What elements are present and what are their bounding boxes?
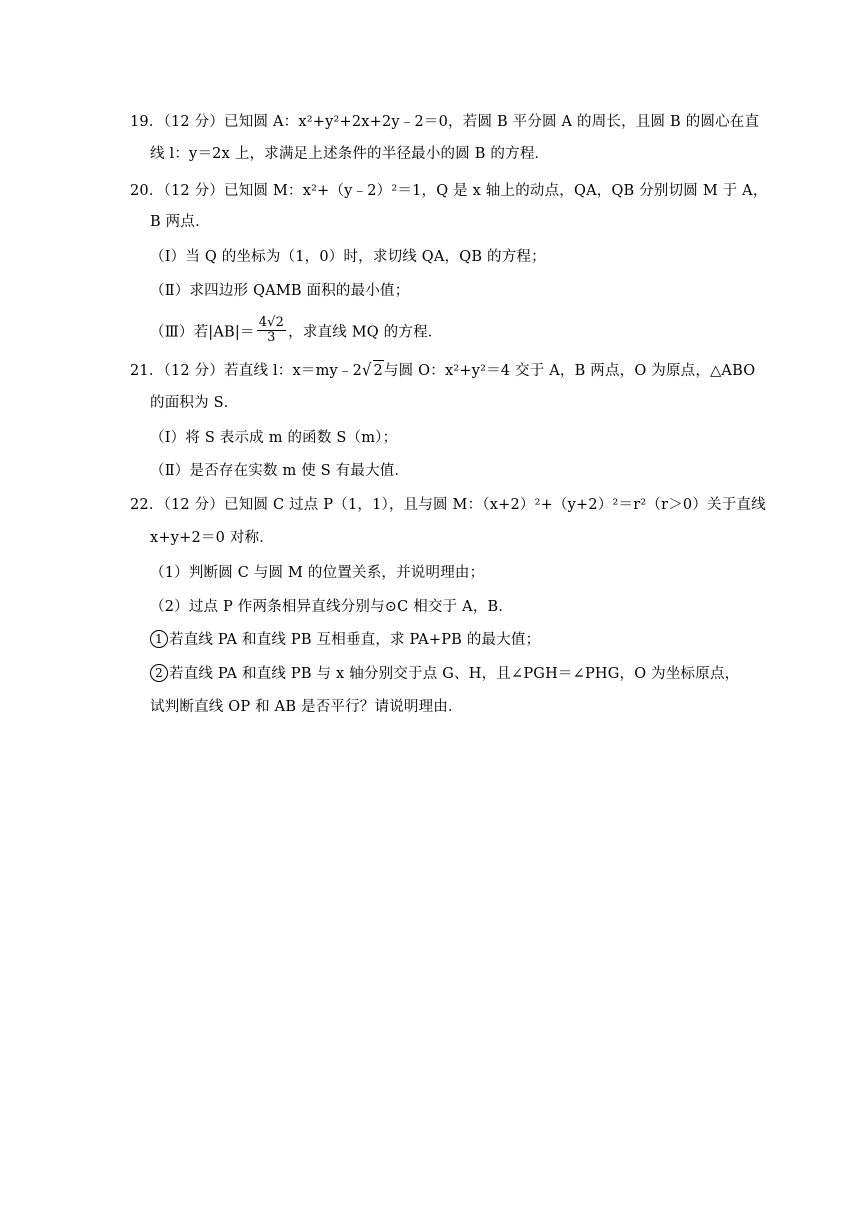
sqrt-radicand: 2	[373, 360, 384, 381]
problem-20-line-2: B 两点．	[150, 214, 210, 230]
problem-22-part-1: （1）判断圆 C 与圆 M 的位置关系，并说明理由；	[150, 565, 485, 581]
problem-22-line-1: 22．（12 分）已知圆 C 过点 P（1，1），且与圆 M：（x+2）²+（y+2）²＝r²（r＞0）关于直线	[130, 497, 766, 513]
problem-22-sub-1	[150, 630, 540, 650]
problem-22-sub-2-text: 若直线 PA 和直线 PB 与 x 轴分别交于点 G、H，且∠PGH＝∠PHG，O 为坐标原点，	[169, 666, 740, 682]
problem-20-part-2: （Ⅱ）求四边形 QAMB 面积的最小值；	[150, 283, 410, 299]
problem-21-part-1: （Ⅰ）将 S 表示成 m 的函数 S（m）；	[150, 430, 398, 446]
problem-20-part-3-suffix: ，求直线 MQ 的方程．	[288, 324, 443, 341]
problem-21-line-1-suffix: 与圆 O：x²+y²＝4 交于 A，B 两点，O 为原点，△ABO	[383, 363, 756, 379]
problem-22-sub-2-line-1	[150, 664, 739, 684]
problem-19-line-1: 19．（12 分）已知圆 A：x²+y²+2x+2y﹣2＝0，若圆 B 平分圆 A 的周长，且圆 B 的圆心在直	[130, 114, 760, 130]
problem-22-sub-1-text: 若直线 PA 和直线 PB 互相垂直，求 PA+PB 的最大值；	[169, 632, 541, 648]
problem-22-part-2: （2）过点 P 作两条相异直线分别与⊙C 相交于 A，B．	[150, 599, 514, 615]
problem-22-sub-2-line-2: 试判断直线 OP 和 AB 是否平行？请说明理由．	[150, 699, 463, 715]
fraction-numerator: 4√2	[258, 315, 285, 330]
circled-number-2: 2	[150, 664, 168, 682]
problem-20-part-3	[150, 315, 443, 347]
problem-19-line-2: 线 l：y＝2x 上，求满足上述条件的半径最小的圆 B 的方程．	[150, 146, 550, 162]
sqrt-sign-icon: √	[362, 361, 372, 381]
problem-20-part-3-prefix: （Ⅲ）若|AB|＝	[150, 324, 255, 341]
circled-number-1: 1	[150, 630, 168, 648]
problem-21-line-1	[130, 360, 755, 381]
fraction-denominator: 3	[267, 330, 276, 345]
problem-22-line-2: x+y+2＝0 对称．	[150, 530, 274, 546]
problem-21-line-2: 的面积为 S．	[150, 395, 239, 411]
problem-21-line-1-prefix: 21．（12 分）若直线 l：x＝my﹣2	[130, 363, 363, 379]
problem-21-part-2: （Ⅱ）是否存在实数 m 使 S 有最大值．	[150, 463, 410, 479]
problem-20-part-1: （Ⅰ）当 Q 的坐标为（1，0）时，求切线 QA，QB 的方程；	[150, 249, 546, 265]
problem-20-line-1: 20．（12 分）已知圆 M：x²+（y﹣2）²＝1，Q 是 x 轴上的动点，QA，QB 分别切圆 M 于 A，	[130, 183, 768, 199]
fraction	[257, 316, 286, 345]
